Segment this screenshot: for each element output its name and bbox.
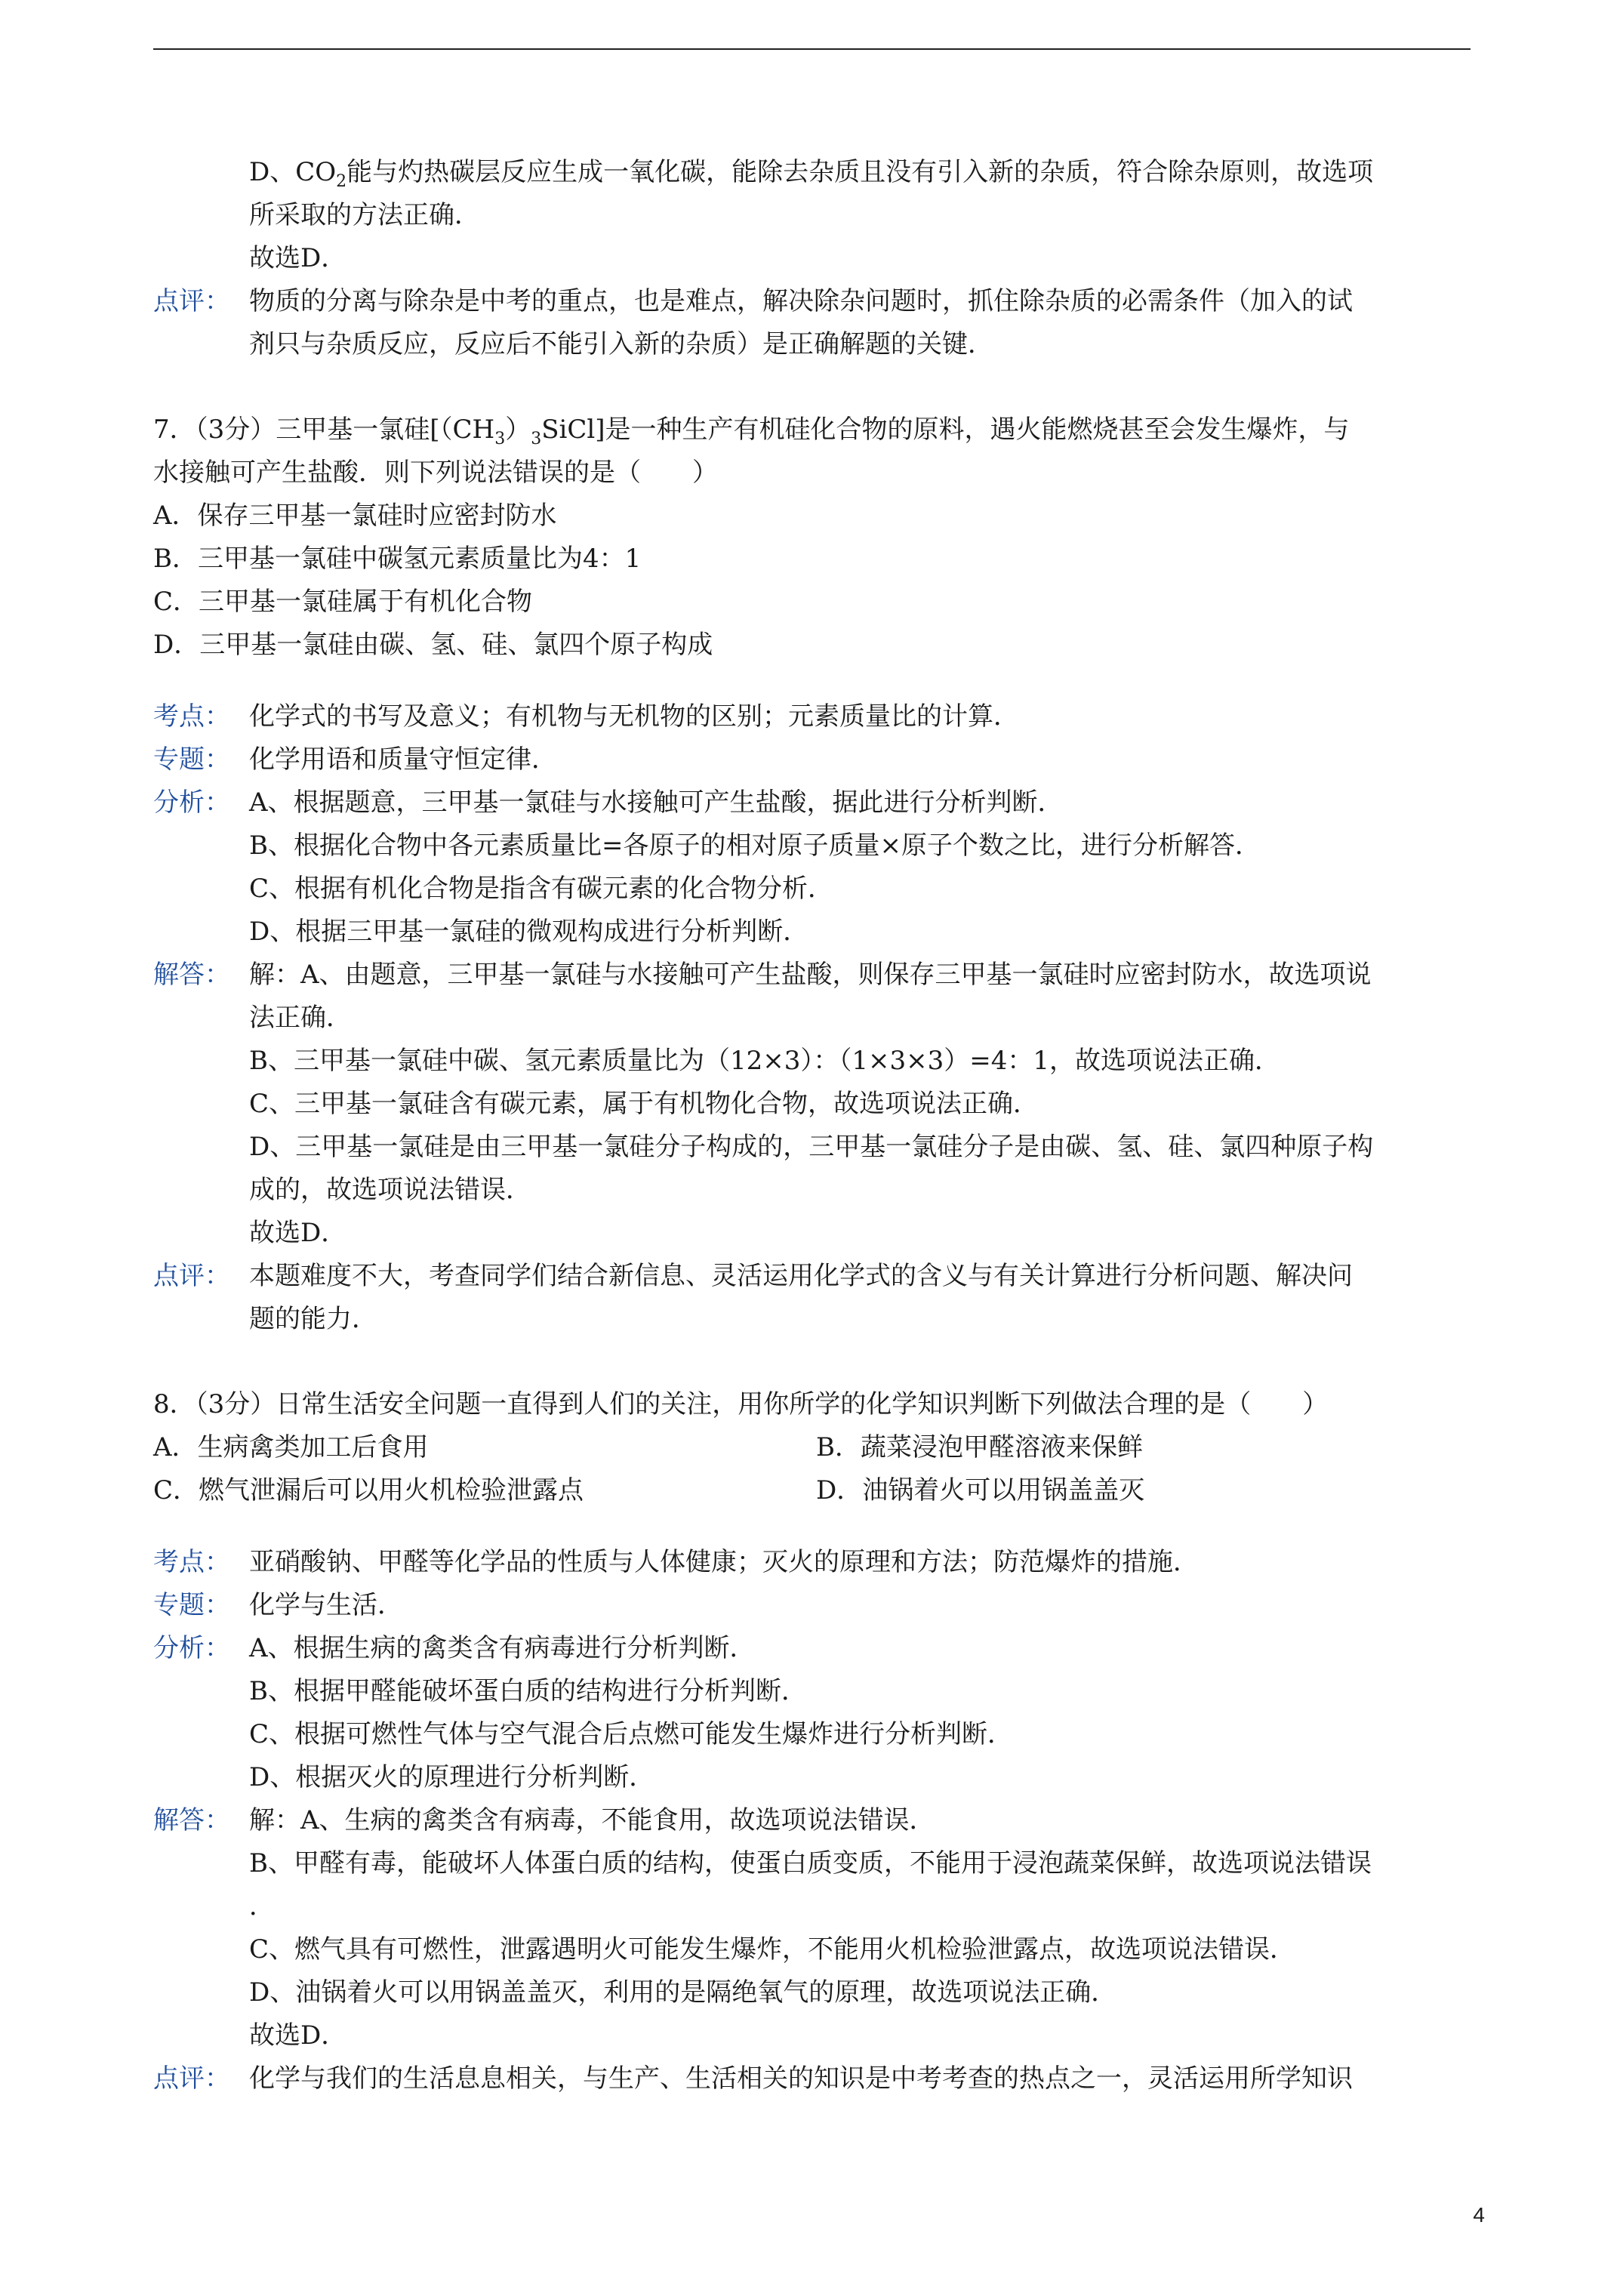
- q7-dianping-line: 题的能力．: [249, 1304, 377, 1334]
- question-8-stem: 8．（3分）日常生活安全问题一直得到人们的关注，用你所学的化学知识判断下列做法合理的是（ ）: [153, 1389, 1329, 1419]
- question-7-option-a: A．保存三甲基一氯硅时应密封防水: [153, 501, 557, 531]
- q7-jieda-row: 解答： 解：A、由题意，三甲基一氯硅与水接触可产生盐酸，则保存三甲基一氯硅时应密封防水，故选项说: [153, 954, 1474, 997]
- question-8-option-d: D．油锅着火可以用锅盖盖灭: [816, 1475, 1145, 1505]
- q8-fenxi-line: C、根据可燃性气体与空气混合后点燃可能发生爆炸进行分析判断．: [249, 1719, 1014, 1749]
- jieda-label: 解答：: [153, 1805, 230, 1835]
- q7-zhuanti-row: 专题： 化学用语和质量守恒定律．: [153, 738, 1474, 781]
- q8-jieda-line: C、燃气具有可燃性，泄露遇明火可能发生爆炸，不能用火机检验泄露点，故选项说法错误．: [249, 1934, 1296, 1965]
- q7-jieda-line: C、三甲基一氯硅含有碳元素，属于有机物化合物，故选项说法正确．: [249, 1089, 1039, 1119]
- q7-fenxi-line: D、根据三甲基一氯硅的微观构成进行分析判断．: [249, 917, 809, 947]
- q8-fenxi-line: B、根据甲醛能破坏蛋白质的结构进行分析判断．: [249, 1676, 807, 1706]
- comment-line-2: 剂只与杂质反应，反应后不能引入新的杂质）是正确解题的关键．: [249, 329, 993, 359]
- q8-jieda-line: D、油锅着火可以用锅盖盖灭，利用的是隔绝氧气的原理，故选项说法正确．: [249, 1977, 1117, 2008]
- header-rule: [153, 48, 1471, 50]
- q7-jieda-line: 法正确．: [249, 1003, 352, 1033]
- question-7-option-d: D．三甲基一氯硅由碳、氢、硅、氯四个原子构成: [153, 630, 713, 660]
- q8-fenxi-line: D、根据灭火的原理进行分析判断．: [249, 1762, 655, 1792]
- comment-label: 点评：: [153, 286, 230, 316]
- jieda-label: 解答：: [153, 960, 230, 990]
- fenxi-label: 分析：: [153, 787, 230, 818]
- q7-fenxi-line: C、根据有机化合物是指含有碳元素的化合物分析．: [249, 874, 834, 904]
- question-8-options-ab: [153, 1426, 1474, 1469]
- kaodian-label: 考点：: [153, 701, 230, 732]
- q8-dianping-row: 点评： 化学与我们的生活息息相关，与生产、生活相关的知识是中考考查的热点之一，灵活运用所学知识: [153, 2057, 1474, 2100]
- page-number: 4: [1473, 2203, 1485, 2227]
- answer-d-line-2: 所采取的方法正确．: [249, 200, 480, 230]
- question-7-option-c: C．三甲基一氯硅属于有机化合物: [153, 587, 533, 617]
- answer-d-line: D、$CO_2$能与灼热碳层反应生成一氧化碳，能除去杂质且没有引入新的杂质，符合除杂原则，故选项: [249, 157, 1374, 191]
- question-8-option-a: A．生病禽类加工后食用: [153, 1432, 429, 1462]
- question-7-stem: 7．（3分）三甲基一氯硅$[(CH_3)_3SiCl]$是一种生产有机硅化合物的原料，遇火能燃烧甚至会发生爆炸，与: [153, 415, 1350, 448]
- q8-jieda-line: ．: [249, 1891, 275, 1922]
- q8-jieda-line: 故选D．: [249, 2020, 347, 2051]
- q7-jieda-line: B、三甲基一氯硅中碳、氢元素质量比为（12×3）：（1×3×3）=4：1，故选项说法正确．: [249, 1046, 1280, 1076]
- q8-fenxi-row: 分析： A、根据生病的禽类含有病毒进行分析判断．: [153, 1627, 1474, 1670]
- q7-jieda-line: 成的，故选项说法错误．: [249, 1175, 531, 1205]
- zhuanti-label: 专题：: [153, 744, 230, 775]
- dianping-label: 点评：: [153, 2063, 230, 2094]
- q7-dianping-row: 点评： 本题难度不大，考查同学们结合新信息、灵活运用化学式的含义与有关计算进行分析问题、解决问: [153, 1255, 1474, 1298]
- q7-kaodian-row: 考点： 化学式的书写及意义；有机物与无机物的区别；元素质量比的计算．: [153, 695, 1474, 738]
- fenxi-label: 分析：: [153, 1633, 230, 1663]
- page-content: [153, 151, 1474, 2100]
- question-8-options-cd: [153, 1469, 1474, 1512]
- question-8-option-b: B．蔬菜浸泡甲醛溶液来保鲜: [816, 1432, 1143, 1462]
- comment-row: 点评： 物质的分离与除杂是中考的重点，也是难点，解决除杂问题时，抓住除杂质的必需条件（加入的试: [153, 280, 1474, 323]
- kaodian-label: 考点：: [153, 1547, 230, 1577]
- question-8-option-c: C．燃气泄漏后可以用火机检验泄露点: [153, 1475, 584, 1505]
- q8-zhuanti-row: 专题： 化学与生活．: [153, 1584, 1474, 1627]
- zhuanti-label: 专题：: [153, 1590, 230, 1620]
- q8-kaodian-row: 考点： 亚硝酸钠、甲醛等化学品的性质与人体健康；灭火的原理和方法；防范爆炸的措施．: [153, 1541, 1474, 1584]
- q7-fenxi-row: 分析： A、根据题意，三甲基一氯硅与水接触可产生盐酸，据此进行分析判断．: [153, 781, 1474, 824]
- q8-jieda-row: 解答： 解：A、生病的禽类含有病毒，不能食用，故选项说法错误．: [153, 1799, 1474, 1842]
- dianping-label: 点评：: [153, 1261, 230, 1291]
- question-7-stem-2: 水接触可产生盐酸．则下列说法错误的是（ ）: [153, 458, 718, 488]
- q8-jieda-line: B、甲醛有毒，能破坏人体蛋白质的结构，使蛋白质变质，不能用于浸泡蔬菜保鲜，故选项说法错误: [249, 1848, 1372, 1878]
- q7-fenxi-line: B、根据化合物中各元素质量比=各原子的相对原子质量×原子个数之比，进行分析解答．: [249, 831, 1261, 861]
- q7-jieda-line: 故选D．: [249, 1218, 347, 1248]
- answer-choice: 故选D．: [249, 243, 347, 273]
- q7-jieda-line: D、三甲基一氯硅是由三甲基一氯硅分子构成的，三甲基一氯硅分子是由碳、氢、硅、氯四种原子构: [249, 1132, 1374, 1162]
- question-7-option-b: B．三甲基一氯硅中碳氢元素质量比为4：1: [153, 544, 642, 574]
